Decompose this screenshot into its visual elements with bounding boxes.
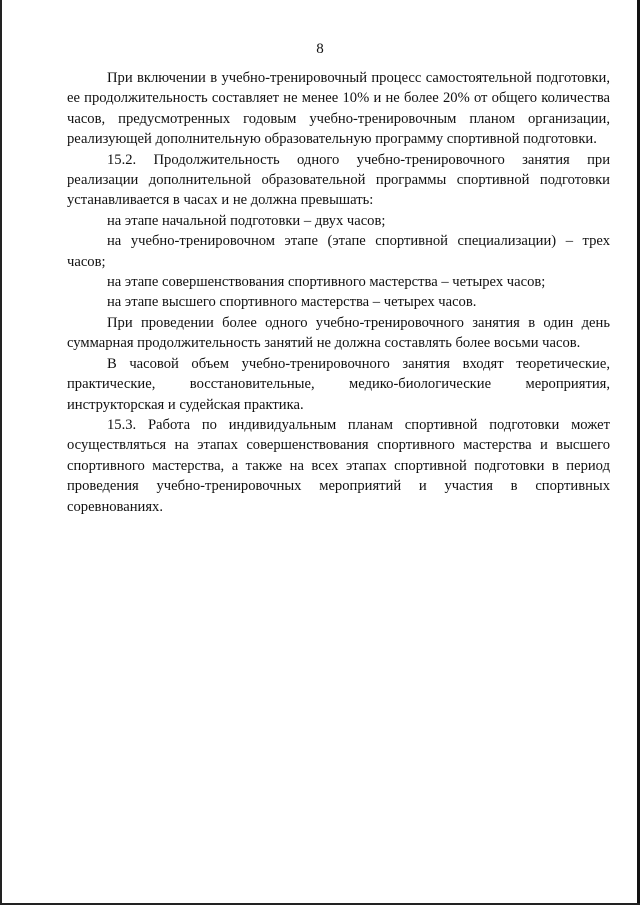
paragraph-15-2-duration: 15.2. Продолжительность одного учебно-тренировочного занятия при реализации дополнительной образовательной программы спортивной подготовки устанавливается в часах и не должна превышать: — [67, 151, 610, 209]
paragraph-hour-volume: В часовой объем учебно-тренировочного занятия входят теоретические, практические, восстановительные, медико-биологические мероприятия, инструкторская и судейская практика. — [67, 355, 610, 413]
paragraph-self-training: При включении в учебно-тренировочный процесс самостоятельной подготовки, ее продолжительность составляет не менее 10% и не более 20% от общего количества часов, предусмотренных годовым учебно-тренировочным планом организации, реализующей дополнительную образовательную программу спортивной подготовки. — [67, 70, 610, 148]
list-item-training-stage: на учебно-тренировочном этапе (этапе спортивной специализации) – трех часов; — [67, 233, 610, 270]
scan-edge-left — [0, 0, 2, 905]
list-item-improvement-stage: на этапе совершенствования спортивного мастерства – четырех часов; — [107, 274, 546, 291]
paragraph-15-3-individual-plans: 15.3. Работа по индивидуальным планам спортивной подготовки может осуществляться на этапах совершенствования спортивного мастерства и высшего спортивного мастерства, а также на всех этапах спортивной подготовки в период проведения учебно-тренировочных мероприятий и участия в спортивных соревнованиях. — [67, 416, 610, 515]
list-item-higher-mastery-stage: на этапе высшего спортивного мастерства – четырех часов. — [107, 294, 477, 311]
document-body — [67, 68, 610, 517]
paragraph-daily-limit: При проведении более одного учебно-тренировочного занятия в один день суммарная продолжительность занятий не должна составлять более восьми часов. — [67, 314, 610, 352]
page-number: 8 — [316, 41, 324, 57]
list-item-initial-stage: на этапе начальной подготовки – двух часов; — [107, 212, 386, 229]
